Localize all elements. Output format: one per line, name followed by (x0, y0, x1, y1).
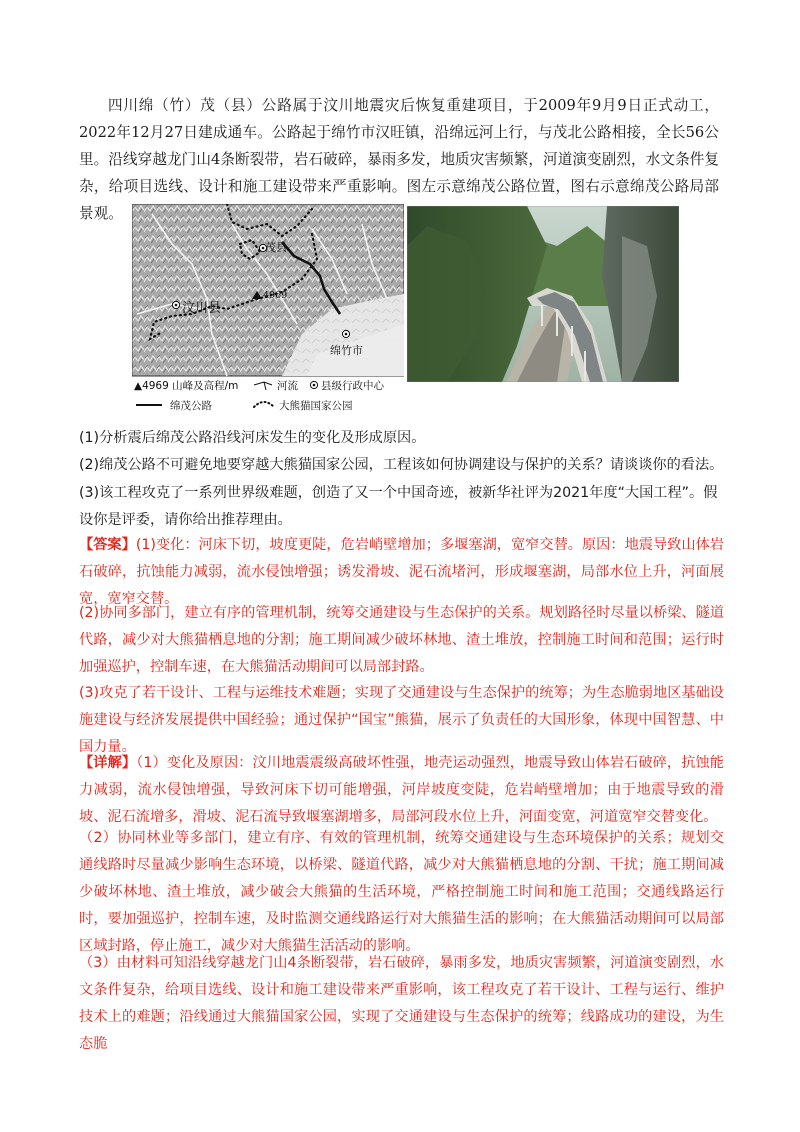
question-1: (1)分析震后绵茂公路沿线河床发生的变化及形成原因。 (79, 430, 426, 446)
landscape-photo (407, 206, 679, 382)
question-3: (3)该工程攻克了一系列世界级难题，创造了又一个中国奇迹，被新华社评为2021年度“大国工程”。假设你是评委，请你给出推荐理由。 (79, 485, 718, 528)
legend-park: 大熊猫国家公园 (279, 400, 353, 412)
legend-road: 绵茂公路 (170, 400, 212, 412)
detail-tag: 【详解】 (79, 755, 137, 771)
detail-1 (79, 750, 724, 831)
river-legend-icon (254, 382, 272, 390)
map-legend (134, 379, 384, 412)
location-map (132, 204, 404, 418)
label-mianzhu: 绵竹市 (330, 344, 363, 357)
answer-2: (2)协同多部门，建立有序的管理机制，统筹交通建设与生态保护的关系。规划路径时尽量以桥梁、隧道代路，减少对大熊猫栖息地的分割；施工期间减少破坏林地、渣土堆放，控制施工时间和范围；运行时加强巡护，控制车速，在大熊猫活动期间可以局部封路。 (79, 605, 724, 675)
question-2: (2)绵茂公路不可避免地要穿越大熊猫国家公园，工程该如何协调建设与保护的关系？请谈谈你的看法。 (79, 457, 724, 473)
legend-river: 河流 (277, 380, 298, 392)
label-peak: 4969 (263, 290, 288, 301)
detail-1-text: （1）变化及原因：汶川地震震级高破坏性强，地壳运动强烈，地震导致山体岩石破碎，抗蚀能力减弱，流水侵蚀增强，导致河床下切可能增强，河岸坡度变陡，危岩峭壁增加；由于地震导致的滑坡、泥石流增多，滑坡、泥石流导致堰塞湖增多，局部河段水位上升，河面变宽，河道宽窄交替变化。 (79, 755, 724, 825)
answer-3: (3)攻克了若干设计、工程与运维技术难题；实现了交通建设与生态保护的统筹；为生态脆弱地区基础设施建设与经济发展提供中国经验；通过保护“国宝”熊猫，展示了负责任的大国形象，体现中国智慧、中国力量。 (79, 685, 724, 755)
answer-1-text: (1)变化：河床下切，坡度更陡，危岩峭壁增加；多堰塞湖，宽窄交替。原因：地震导致山体岩石破碎，抗蚀能力减弱，流水侵蚀增强；诱发滑坡、泥石流堵河，形成堰塞湖，局部水位上升，河面展宽，宽窄交替。 (79, 537, 724, 607)
legend-county: 县级行政中心 (321, 380, 384, 392)
legend-peak: ▲4969 山峰及高程/m (134, 380, 239, 392)
park-legend-icon (254, 402, 274, 407)
label-wenchuan: 汶川县 (182, 301, 222, 316)
detail-2: （2）协同林业等多部门，建立有序、有效的管理机制，统筹交通建设与生态环境保护的关系；规划交通线路时尽量减少影响生态环境，以桥梁、隧道代路，减少对大熊猫栖息地的分割、干扰；施工期间减少破坏林地、渣土堆放，减少破会大熊猫的生活环境，严格控制施工时间和施工范围；交通线路运行时，要加强巡护，控制车速，及时监测交通线路运行对大熊猫生活的影响；在大熊猫活动期间可以局部区域封路，停止施工，减少对大熊猫生活活动的影响。 (79, 830, 724, 954)
intro-text: 四川绵（竹）茂（县）公路属于汶川地震灾后恢复重建项目，于2009年9月9日正式动工，2022年12月27日建成通车。公路起于绵竹市汉旺镇，沿绵远河上行，与茂北公路相接，全长56公里。沿线穿越龙门山4条断裂带，岩石破碎，暴雨多发，地质灾害频繁，河道演变剧烈，水文条件复杂，给项目选线、设计和施工建设带来严重影响。图左示意绵茂公路位置，图右示意绵茂公路局部景观。 (79, 97, 719, 222)
figure (132, 204, 679, 418)
label-maoxian: 茂县 (265, 241, 287, 254)
detail-3: （3）由材料可知沿线穿越龙门山4条断裂带，岩石破碎，暴雨多发，地质灾害频繁，河道演变剧烈，水文条件复杂，给项目选线、设计和施工建设带来严重影响，该工程攻克了若干设计、工程与运行、维护技术上的难题；沿线通过大熊猫国家公园，实现了交通建设与生态保护的统筹；线路成功的建设，为生态脆 (79, 955, 724, 1052)
answer-tag: 【答案】 (79, 537, 136, 553)
